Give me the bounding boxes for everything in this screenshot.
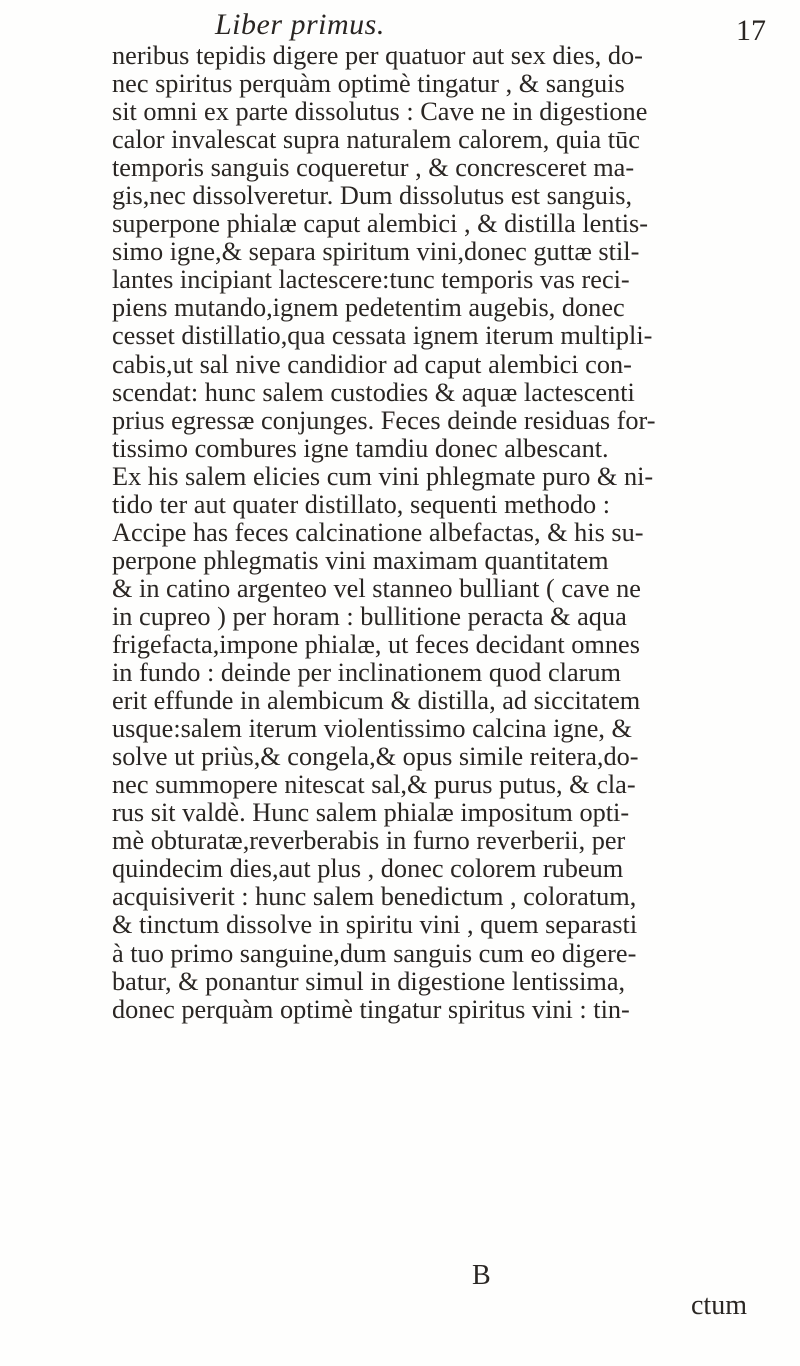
text-line: quindecim dies,aut plus , donec colorem rubeum xyxy=(112,854,624,884)
text-line: in cupreo ) per horam : bullitione peracta & aqua xyxy=(112,601,627,631)
text-line: rus sit valdè. Hunc salem phialæ impositum opti- xyxy=(112,798,630,828)
catchword: ctum xyxy=(691,1290,747,1321)
text-line: à tuo primo sanguine,dum sanguis cum eo digere- xyxy=(112,938,637,968)
text-line: acquisiverit : hunc salem benedictum , coloratum, xyxy=(112,882,637,912)
text-line: mè obturatæ,reverberabis in furno reverberii, per xyxy=(112,826,626,856)
text-line: Accipe has feces calcinatione albefactas, & his su- xyxy=(112,517,644,547)
text-line: & in catino argenteo vel stanneo bulliant ( cave ne xyxy=(112,573,641,603)
text-line: tissimo combures igne tamdiu donec albescant. xyxy=(112,433,609,463)
text-line: scendat: hunc salem custodies & aquæ lactescenti xyxy=(112,377,635,407)
text-line: Ex his salem elicies cum vini phlegmate puro & ni- xyxy=(112,461,654,491)
text-line: sit omni ex parte dissolutus : Cave ne in digestione xyxy=(112,97,648,127)
text-line: nec summopere nitescat sal,& purus putus, & cla- xyxy=(112,770,636,800)
text-line: simo igne,& separa spiritum vini,donec guttæ stil- xyxy=(112,237,640,267)
text-line: perpone phlegmatis vini maximam quantitatem xyxy=(112,545,609,575)
page-number: 17 xyxy=(736,14,766,47)
text-line: solve ut priùs,& congela,& opus simile reitera,do- xyxy=(112,742,639,772)
text-line: lantes incipiant lactescere:tunc temporis vas reci- xyxy=(112,265,630,295)
text-line: calor invalescat supra naturalem calorem, quia tūc xyxy=(112,125,640,155)
text-line: gis,nec dissolveretur. Dum dissolutus est sanguis, xyxy=(112,181,633,211)
text-line: & tinctum dissolve in spiritu vini , quem separasti xyxy=(112,910,638,940)
text-line: prius egressæ conjunges. Feces deinde residuas for- xyxy=(112,405,656,435)
text-line: erit effunde in alembicum & distilla, ad siccitatem xyxy=(112,686,641,716)
signature-mark: B xyxy=(472,1260,491,1291)
running-head: Liber primus. xyxy=(215,8,385,41)
text-line: donec perquàm optimè tingatur spiritus vini : tin- xyxy=(112,994,630,1024)
text-line: usque:salem iterum violentissimo calcina igne, & xyxy=(112,714,632,744)
text-line: tido ter aut quater distillato, sequenti methodo : xyxy=(112,489,611,519)
text-line: batur, & ponantur simul in digestione lentissima, xyxy=(112,966,626,996)
text-line: temporis sanguis coqueretur , & concresceret ma- xyxy=(112,153,635,183)
text-line: superpone phialæ caput alembici , & distilla lentis- xyxy=(112,209,649,239)
text-line: frigefacta,impone phialæ, ut feces decidant omnes xyxy=(112,629,640,659)
text-line: piens mutando,ignem pedetentim augebis, donec xyxy=(112,293,625,323)
text-line: nec spiritus perquàm optimè tingatur , & sanguis xyxy=(112,69,625,99)
text-line: cesset distillatio,qua cessata ignem iterum multipli- xyxy=(112,321,653,351)
text-line: neribus tepidis digere per quatuor aut sex dies, do- xyxy=(112,41,643,70)
body-text xyxy=(112,42,800,1024)
text-line: in fundo : deinde per inclinationem quod clarum xyxy=(112,658,622,688)
text-line: cabis,ut sal nive candidior ad caput alembici con- xyxy=(112,349,632,379)
